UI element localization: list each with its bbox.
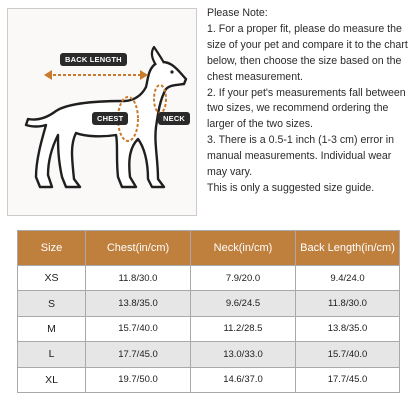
neck-cell: 11.2/28.5	[191, 316, 296, 341]
table-row	[18, 316, 400, 341]
chest-cell: 15.7/40.0	[86, 316, 191, 341]
note-item-3: 3. There is a 0.5-1 inch (1-3 cm) error in manual measurements. Individual wear may vary.	[207, 134, 395, 179]
back-length-cell: 17.7/45.0	[296, 367, 400, 392]
table-header-row	[18, 231, 400, 266]
sizing-notes	[207, 6, 413, 197]
back-length-cell: 15.7/40.0	[296, 342, 400, 367]
note-disclaimer: This is only a suggested size guide.	[207, 181, 375, 194]
size-cell: XS	[18, 266, 86, 291]
back-length-cell: 11.8/30.0	[296, 291, 400, 316]
size-chart-table	[17, 230, 400, 393]
chest-cell: 11.8/30.0	[86, 266, 191, 291]
header-size: Size	[18, 231, 86, 266]
chest-label: CHEST	[92, 112, 128, 125]
dog-measurement-illustration	[7, 8, 197, 216]
header-back-length: Back Length(in/cm)	[296, 231, 400, 266]
neck-cell: 14.6/37.0	[191, 367, 296, 392]
neck-cell: 13.0/33.0	[191, 342, 296, 367]
chest-cell: 17.7/45.0	[86, 342, 191, 367]
neck-cell: 9.6/24.5	[191, 291, 296, 316]
neck-label: NECK	[158, 112, 190, 125]
back-length-cell: 9.4/24.0	[296, 266, 400, 291]
notes-heading: Please Note:	[207, 7, 268, 19]
table-row	[18, 291, 400, 316]
back-length-cell: 13.8/35.0	[296, 316, 400, 341]
chest-cell: 19.7/50.0	[86, 367, 191, 392]
note-item-1: 1. For a proper fit, please do measure the size of your pet and compare it to the chart below, then choose the size based on the chest measurement.	[207, 22, 408, 83]
table-row	[18, 266, 400, 291]
header-neck: Neck(in/cm)	[191, 231, 296, 266]
size-cell: XL	[18, 367, 86, 392]
header-chest: Chest(in/cm)	[86, 231, 191, 266]
table-row	[18, 367, 400, 392]
chest-cell: 13.8/35.0	[86, 291, 191, 316]
size-cell: M	[18, 316, 86, 341]
back-length-label: BACK LENGTH	[60, 53, 127, 66]
size-cell: S	[18, 291, 86, 316]
size-cell: L	[18, 342, 86, 367]
note-item-2: 2. If your pet's measurements fall between two sizes, we recommend ordering the larger of the two sizes.	[207, 86, 406, 131]
neck-cell: 7.9/20.0	[191, 266, 296, 291]
table-row	[18, 342, 400, 367]
